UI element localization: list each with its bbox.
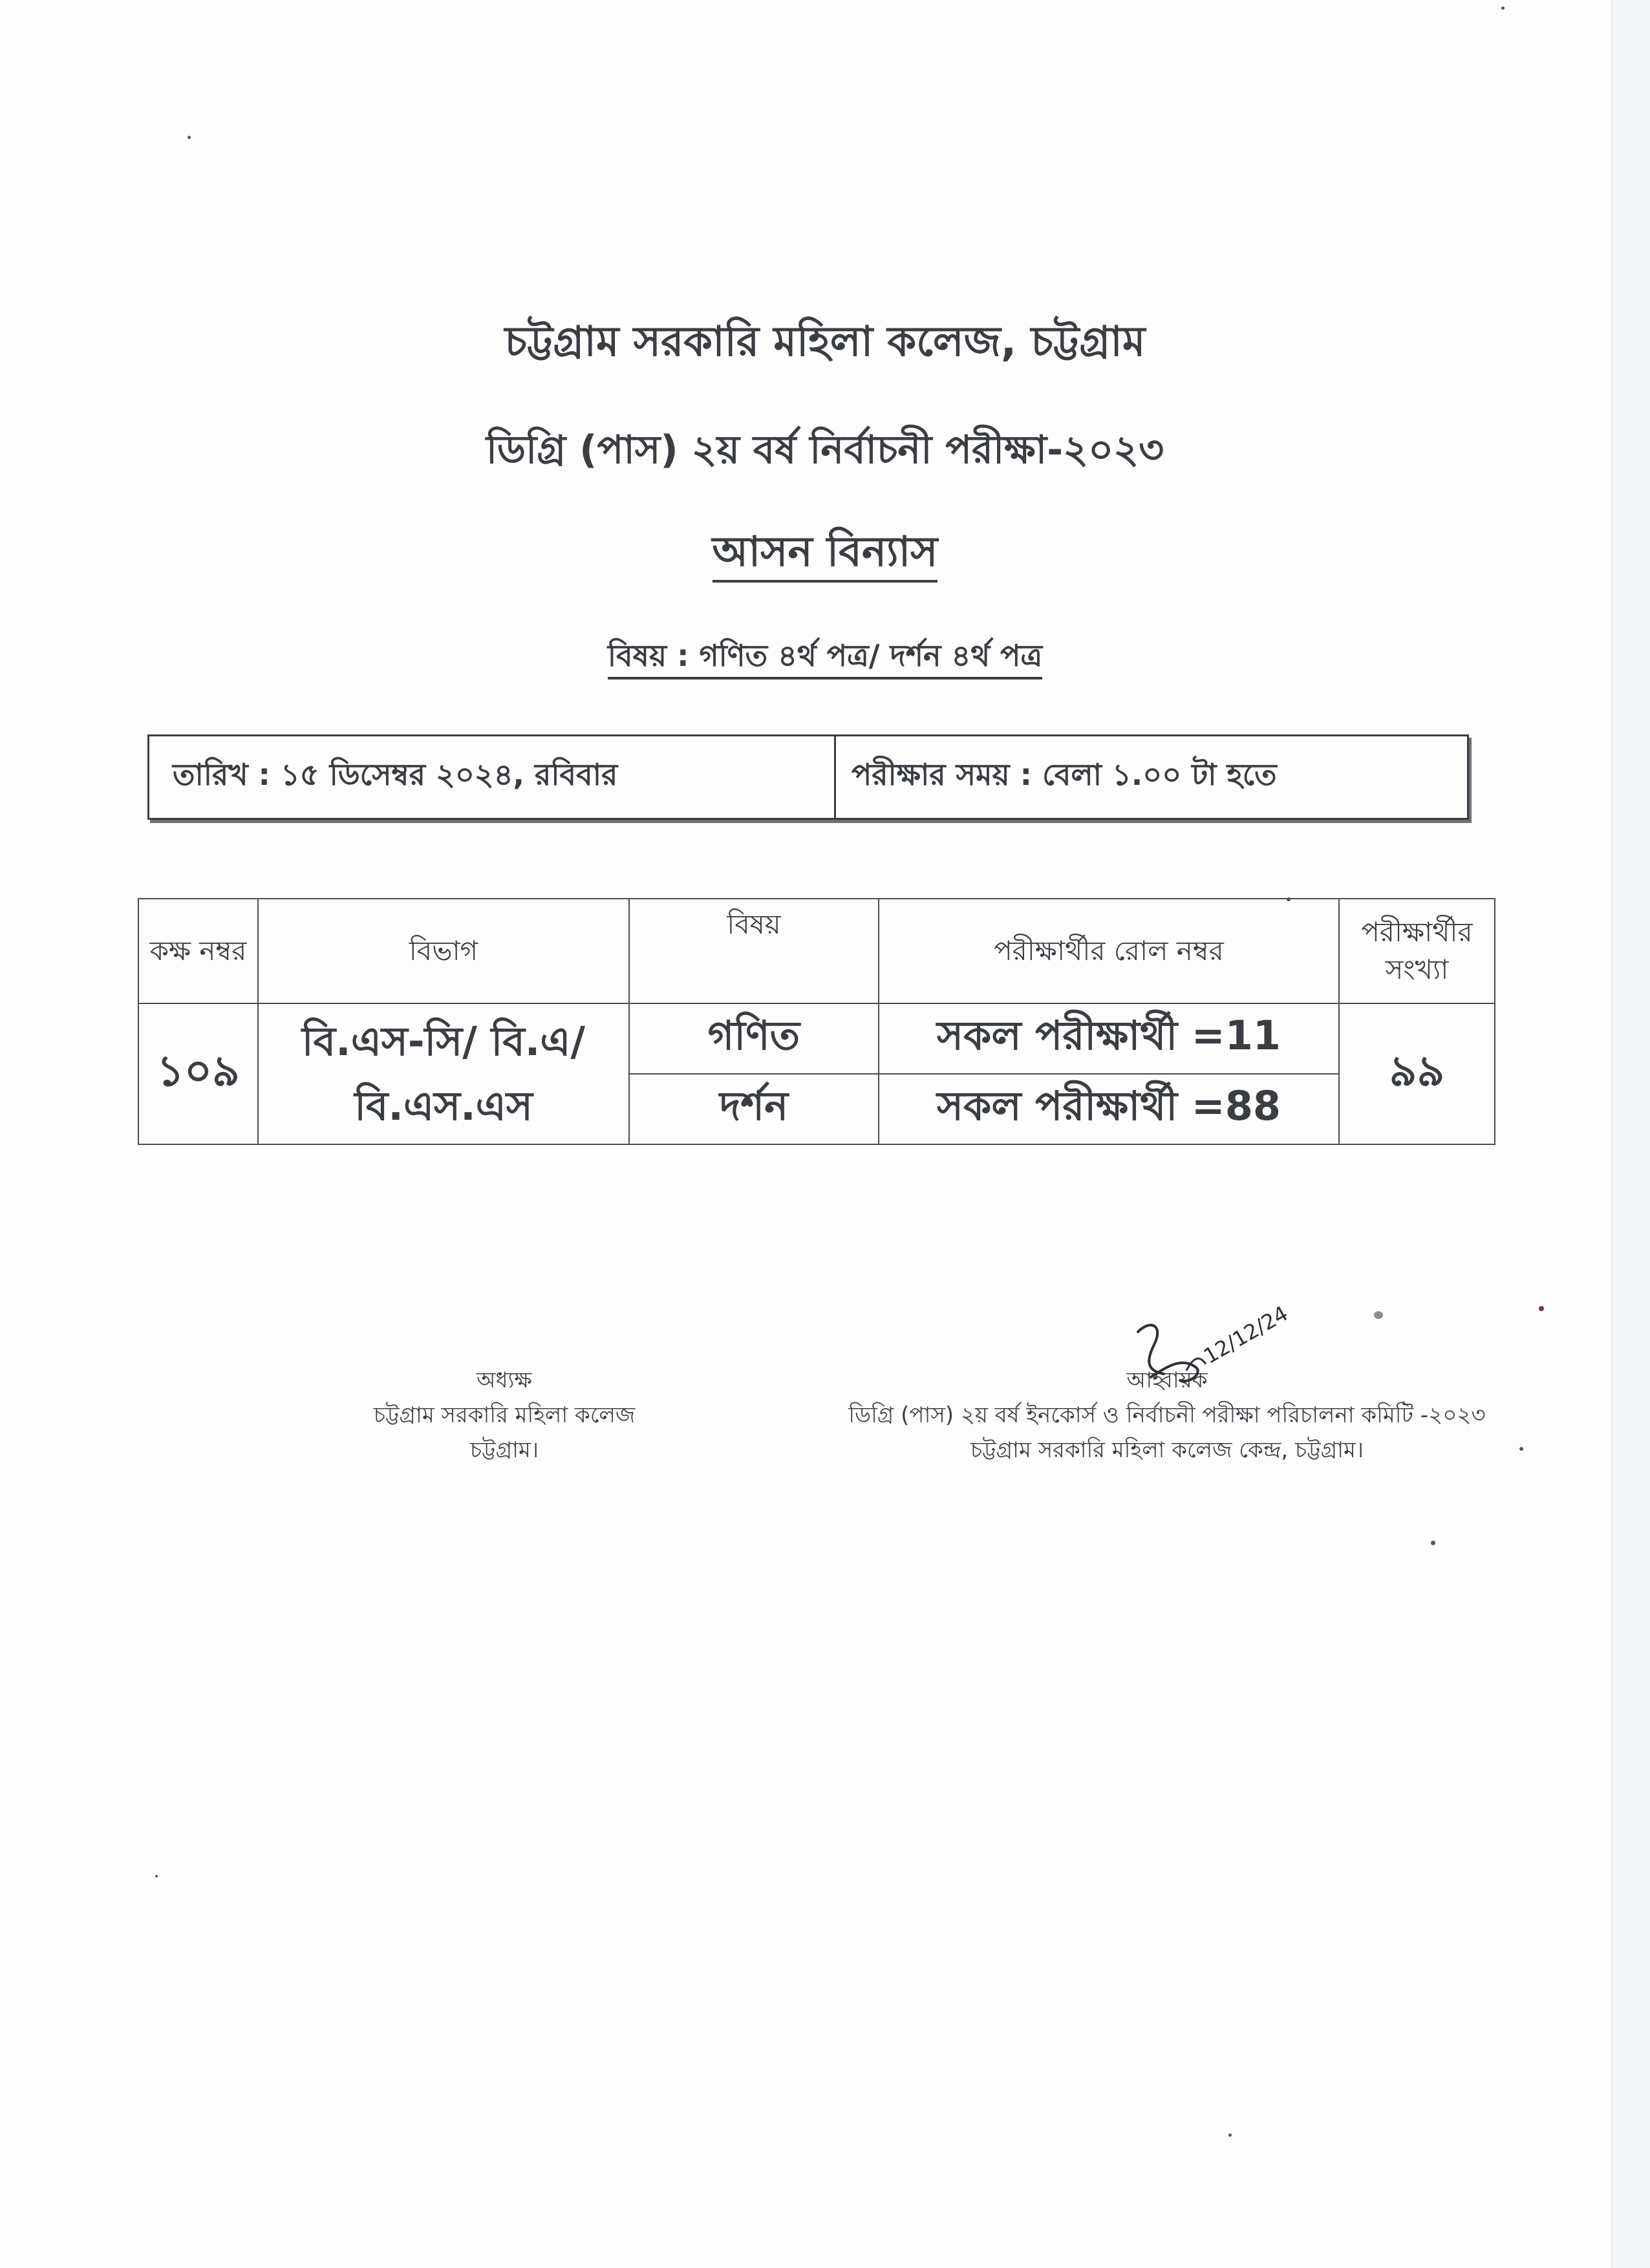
- convener-center: চট্টগ্রাম সরকারি মহিলা কলেজ কেন্দ্র, চট্টগ্রাম।: [970, 1437, 1364, 1463]
- subject-line-text: বিষয় : গণিত ৪র্থ পত্র/ দর্শন ৪র্থ পত্র: [608, 638, 1042, 679]
- examinee-count: ৯৯: [1339, 1003, 1495, 1144]
- header-roll: পরীক্ষার্থীর রোল নম্বর: [879, 899, 1339, 1003]
- subject-line: [0, 634, 1650, 683]
- scan-speck: [1431, 1541, 1435, 1545]
- exam-date: তারিখ : ১৫ ডিসেম্বর ২০২৪, রবিবার: [149, 736, 836, 818]
- scan-speck: [1501, 6, 1505, 10]
- principal-signature-block: [272, 1363, 737, 1468]
- college-title: চট্টগ্রাম সরকারি মহিলা কলেজ, চট্টগ্রাম: [504, 318, 1146, 366]
- scan-speck: [1374, 1311, 1383, 1319]
- roll-cell: সকল পরীক্ষার্থী =88: [879, 1074, 1339, 1144]
- header-department: বিভাগ: [258, 899, 629, 1003]
- date-time-box: [147, 734, 1469, 820]
- table-row: [138, 1003, 1495, 1074]
- table-header-row: [138, 899, 1495, 1003]
- department-cell: বি.এস-সি/ বি.এ/বি.এস.এস: [258, 1003, 629, 1144]
- exam-time: পরীক্ষার সময় : বেলা ১.০০ টা হতে: [852, 757, 1277, 792]
- principal-college: চট্টগ্রাম সরকারি মহিলা কলেজ: [373, 1402, 636, 1428]
- subject-cell: গণিত: [629, 1003, 879, 1074]
- seat-plan-heading-text: আসন বিন্যাস: [712, 528, 938, 583]
- convener-title: আহ্বায়ক: [1126, 1367, 1208, 1393]
- scan-speck: [1539, 1306, 1544, 1311]
- room-number: ১০৯: [138, 1003, 258, 1144]
- scan-speck: [1519, 1447, 1523, 1451]
- principal-title: অধ্যক্ষ: [477, 1367, 532, 1393]
- scan-speck: [1287, 897, 1291, 901]
- seat-plan-heading: [0, 520, 1650, 590]
- principal-city: চট্টগ্রাম।: [469, 1437, 539, 1463]
- header-count: পরীক্ষার্থীর সংখ্যা: [1339, 899, 1495, 1003]
- header-room: কক্ষ নম্বর: [138, 899, 258, 1003]
- scan-speck: [188, 136, 191, 139]
- handwritten-date: 12/12/24: [1199, 1301, 1292, 1369]
- scan-speck: [155, 1875, 158, 1878]
- header-subject: বিষয়: [629, 899, 879, 1003]
- handwritten-signature: [1125, 1301, 1292, 1396]
- subject-cell: দর্শন: [629, 1074, 879, 1144]
- scan-speck: [1228, 2134, 1232, 2137]
- convener-committee: ডিগ্রি (পাস) ২য় বর্ষ ইনকোর্স ও নির্বাচনী পরীক্ষা পরিচালনা কমিটি -২০২৩: [848, 1402, 1486, 1428]
- roll-cell: সকল পরীক্ষার্থী =11: [879, 1003, 1339, 1074]
- exam-title: ডিগ্রি (পাস) ২য় বর্ষ নির্বাচনী পরীক্ষা-২০২৩: [486, 427, 1164, 473]
- seat-plan-table: [138, 898, 1495, 1145]
